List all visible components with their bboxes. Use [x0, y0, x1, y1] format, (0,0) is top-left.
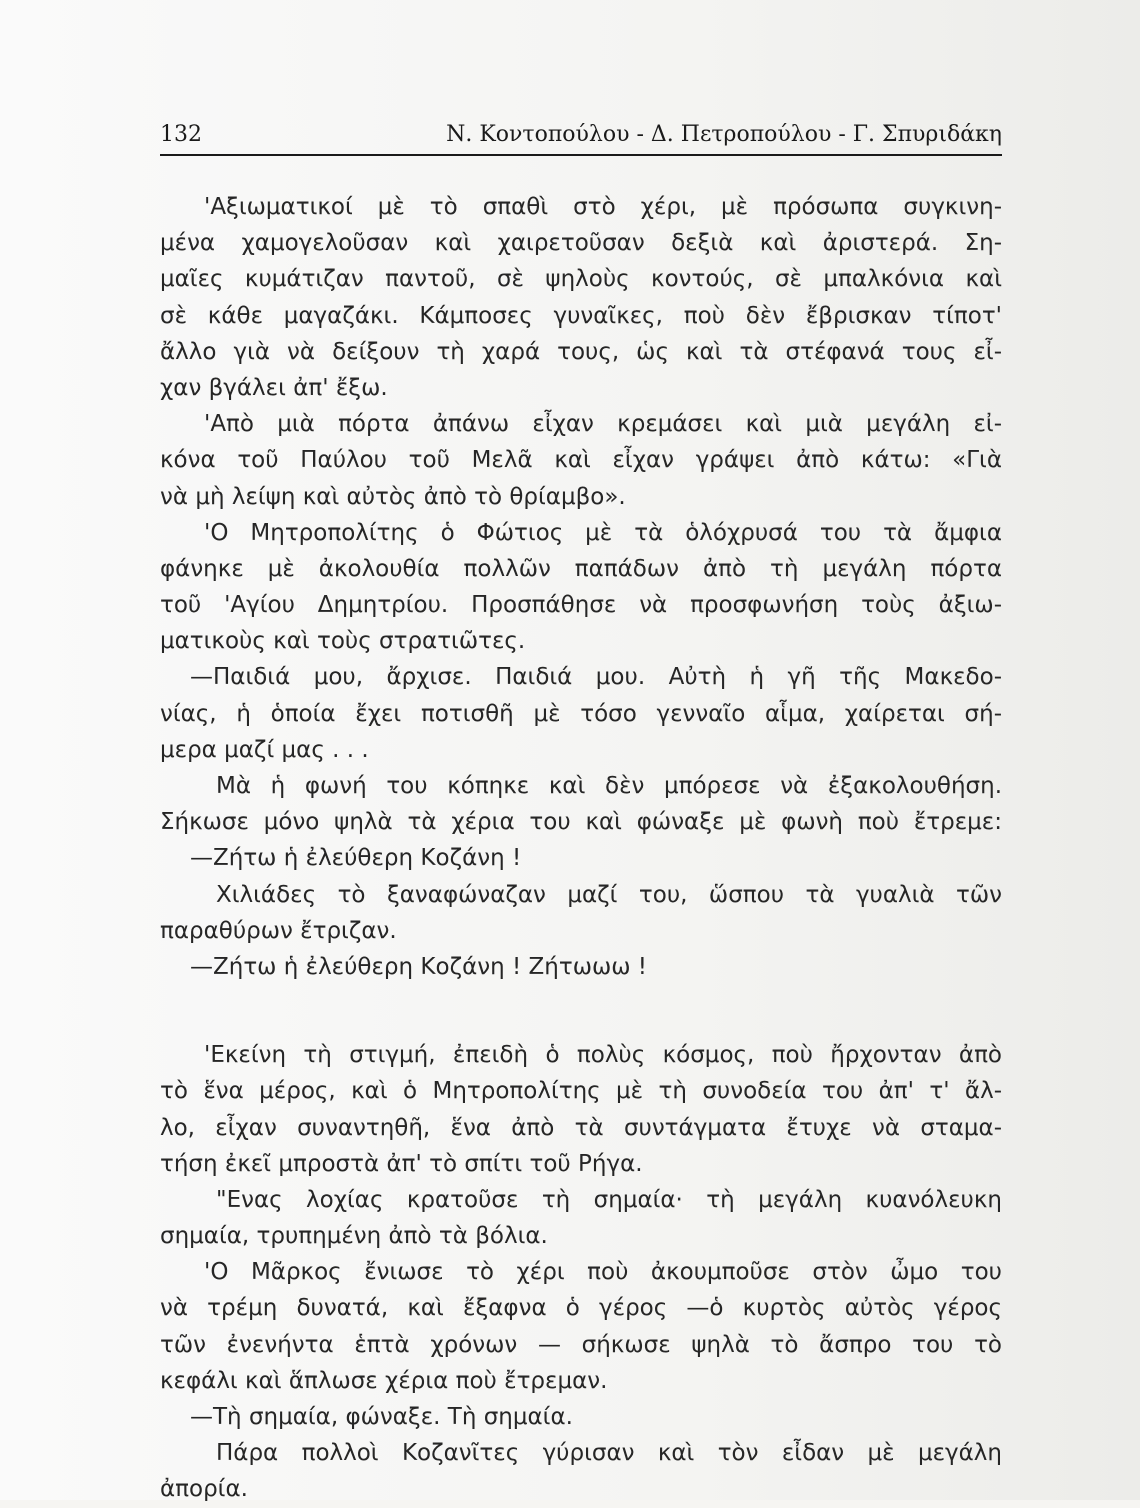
text-line: μαῖες κυμάτιζαν παντοῦ, σὲ ψηλοὺς κοντούς, σὲ μπαλκόνια καὶ — [160, 266, 1002, 293]
text-line: τὸ ἕνα μέρος, καὶ ὁ Μητροπολίτης μὲ τὴ συνοδεία του ἀπ' τ' ἄλ- — [160, 1078, 1002, 1105]
text-line: νὰ μὴ λείψη καὶ αὐτὸς ἀπὸ τὸ θρίαμβο». — [160, 483, 626, 510]
text-line: —Παιδιά μου, ἄρχισε. Παιδιά μου. Αὐτὴ ἡ γῆ τῆς Μακεδο- — [190, 664, 1002, 691]
text-line: "Ενας λοχίας κρατοῦσε τὴ σημαία· τὴ μεγάλη κυανόλευκη — [216, 1186, 1002, 1213]
running-head: Ν. Κοντοπούλου - Δ. Πετροπούλου - Γ. Σπυριδάκη — [446, 122, 1002, 147]
text-line: 'Ο Μητροπολίτης ὁ Φώτιος μὲ τὰ ὁλόχρυσά του τὰ ἄμφια — [204, 519, 1002, 546]
page-header — [160, 118, 1002, 156]
text-line: Μὰ ἡ φωνή του κόπηκε καὶ δὲν μπόρεσε νὰ ἐξακολουθήση. — [216, 773, 1002, 799]
text-line: κόνα τοῦ Παύλου τοῦ Μελᾶ καὶ εἶχαν γράψει ἀπὸ κάτω: «Γιὰ — [160, 447, 1002, 474]
text-line: —Τὴ σημαία, φώναξε. Τὴ σημαία. — [190, 1404, 573, 1430]
text-line: σὲ κάθε μαγαζάκι. Κάμποσες γυναῖκες, ποὺ δὲν ἔβρισκαν τίποτ' — [160, 302, 1002, 329]
text-line: χαν βγάλει ἀπ' ἔξω. — [160, 374, 388, 401]
text-line: τῶν ἐνενήντα ἑπτὰ χρόνων — σήκωσε ψηλὰ τὸ ἄσπρο του τὸ — [160, 1331, 1002, 1358]
body-text — [160, 189, 1002, 1508]
text-line: ἀπορία. — [160, 1476, 248, 1503]
text-line: λο, εἶχαν συναντηθῆ, ἕνα ἀπὸ τὰ συντάγματα ἔτυχε νὰ σταμα- — [160, 1114, 1002, 1141]
text-line: 'Εκείνη τὴ στιγμή, ἐπειδὴ ὁ πολὺς κόσμος, ποὺ ἤρχονταν ἀπὸ — [204, 1042, 1002, 1069]
text-line: νὰ τρέμη δυνατά, καὶ ἔξαφνα ὁ γέρος —ὁ κυρτὸς αὐτὸς γέρος — [160, 1295, 1002, 1322]
text-line: —Ζήτω ἡ ἐλεύθερη Κοζάνη ! — [190, 845, 522, 872]
text-line: κεφάλι καὶ ἅπλωσε χέρια ποὺ ἔτρεμαν. — [160, 1367, 608, 1394]
text-line: μερα μαζί μας . . . — [160, 736, 369, 763]
text-line: 'Αξιωματικοί μὲ τὸ σπαθὶ στὸ χέρι, μὲ πρόσωπα συγκινη- — [204, 194, 1002, 220]
text-line: Χιλιάδες τὸ ξαναφώναζαν μαζί του, ὥσπου τὰ γυαλιὰ τῶν — [216, 881, 1002, 908]
text-line: μένα χαμογελοῦσαν καὶ χαιρετοῦσαν δεξιὰ καὶ ἀριστερά. Ση- — [160, 230, 1002, 257]
text-line: τοῦ 'Αγίου Δημητρίου. Προσπάθησε νὰ προσφωνήση τοὺς ἀξιω- — [160, 592, 1002, 619]
text-line: Πάρα πολλοὶ Κοζανῖτες γύρισαν καὶ τὸν εἶδαν μὲ μεγάλη — [216, 1440, 1002, 1467]
text-line: 'Απὸ μιὰ πόρτα ἀπάνω εἶχαν κρεμάσει καὶ μιὰ μεγάλη εἰ- — [204, 411, 1002, 438]
text-line: φάνηκε μὲ ἀκολουθία πολλῶν παπάδων ἀπὸ τὴ μεγάλη πόρτα — [160, 555, 1002, 582]
text-line: σημαία, τρυπημένη ἀπὸ τὰ βόλια. — [160, 1223, 548, 1250]
text-line: Σήκωσε μόνο ψηλὰ τὰ χέρια του καὶ φώναξε μὲ φωνὴ ποὺ ἔτρεμε: — [160, 809, 1002, 836]
text-line: παραθύρων ἔτριζαν. — [160, 917, 397, 944]
text-line: τήση ἐκεῖ μπροστὰ ἀπ' τὸ σπίτι τοῦ Ρήγα. — [160, 1150, 643, 1177]
section-break — [160, 985, 1002, 1037]
text-line: ἄλλο γιὰ νὰ δείξουν τὴ χαρά τους, ὡς καὶ τὰ στέφανά τους εἶ- — [160, 338, 1002, 365]
text-line: 'Ο Μᾶρκος ἔνιωσε τὸ χέρι ποὺ ἀκουμποῦσε στὸν ὦμο του — [204, 1259, 1002, 1286]
page-number: 132 — [160, 122, 202, 147]
text-line: ματικοὺς καὶ τοὺς στρατιῶτες. — [160, 628, 526, 655]
text-line: —Ζήτω ἡ ἐλεύθερη Κοζάνη ! Ζήτωωω ! — [190, 953, 648, 980]
text-line: νίας, ἡ ὁποία ἔχει ποτισθῆ μὲ τόσο γενναῖο αἷμα, χαίρεται σή- — [160, 700, 1002, 727]
